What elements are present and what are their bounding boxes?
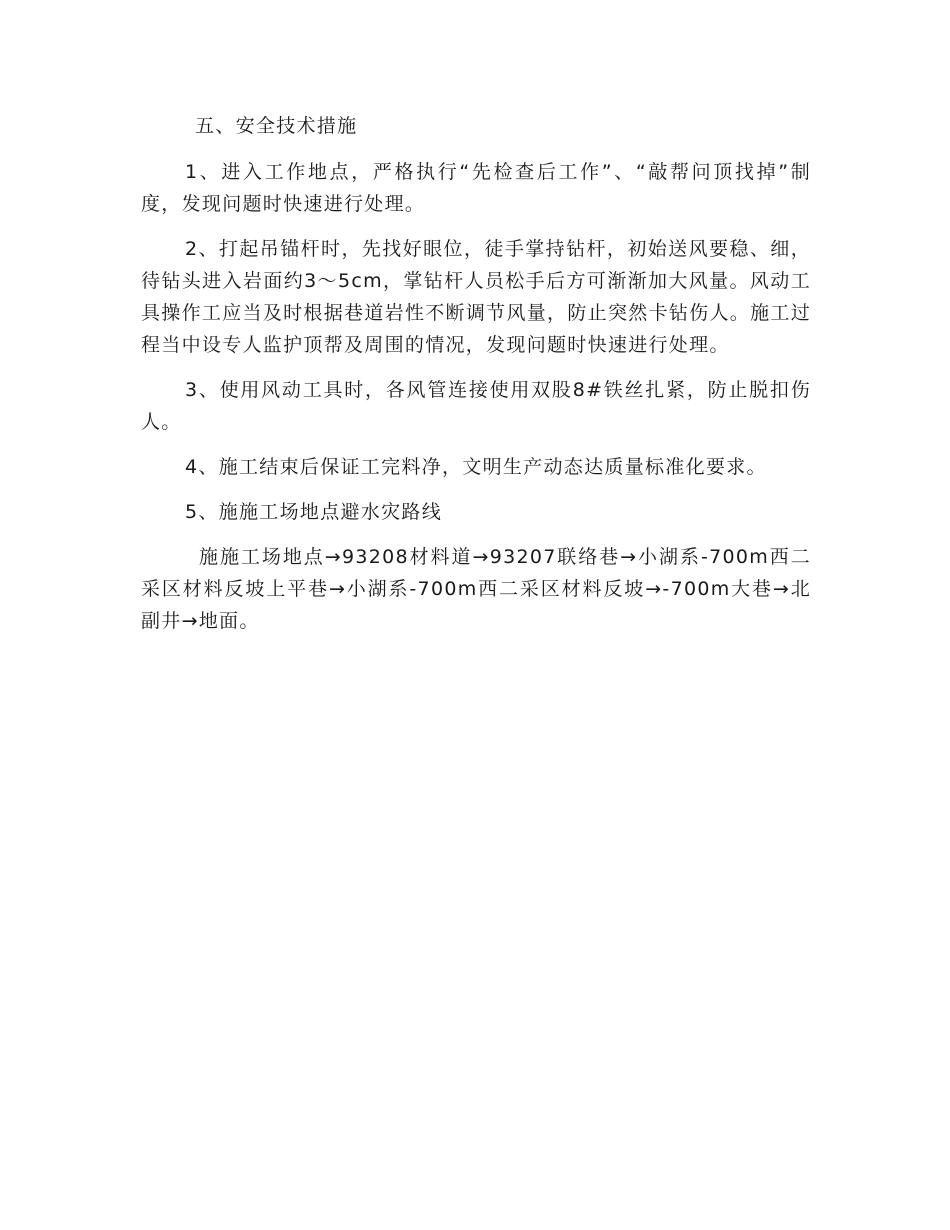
paragraph-2: 2、打起吊锚杆时，先找好眼位，徒手掌持钻杆，初始送风要稳、细，待钻头进入岩面约3～5cm，掌钻杆人员松手后方可渐渐加大风量。风动工具操作工应当及时根据巷道岩性不断调节风量，防止突然卡钻伤人。施工过程当中设专人监护顶帮及周围的情况，发现问题时快速进行处理。	[141, 238, 811, 356]
paragraph-1: 1、进入工作地点，严格执行“先检查后工作”、“敲帮问顶找掉”制度，发现问题时快速进行处理。	[141, 161, 811, 215]
paragraph-5: 5、施施工场地点避水灾路线	[185, 501, 442, 523]
evacuation-route: 施施工场地点→93208材料道→93207联络巷→小湖系-700m西二采区材料反坡上平巷→小湖系-700m西二采区材料反坡→-700m大巷→北副井→地面。	[141, 546, 811, 632]
document-body	[141, 110, 811, 650]
paragraph-4: 4、施工结束后保证工完料净，文明生产动态达质量标准化要求。	[185, 456, 767, 478]
paragraph-3: 3、使用风动工具时，各风管连接使用双股8#铁丝扎紧，防止脱扣伤人。	[141, 379, 811, 433]
section-heading: 五、安全技术措施	[195, 115, 358, 137]
